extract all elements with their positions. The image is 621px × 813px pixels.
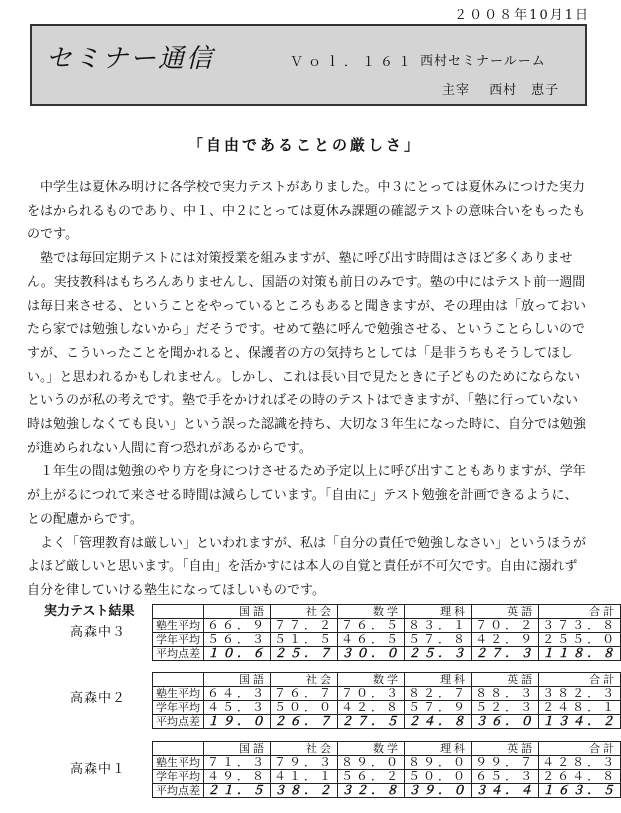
school-name: 高森中３: [70, 625, 127, 640]
row-label: 平均点差: [153, 715, 204, 729]
column-header: 国語: [204, 742, 271, 756]
table-row: 塾生平均 ６４．３ ７６．７ ７０．３ ８２．７ ８８．３ ３８２．３: [153, 687, 621, 701]
newsletter-header: [30, 24, 587, 106]
column-header: 合計: [539, 673, 621, 687]
article-headline: 「自由であることの厳しさ」: [187, 136, 422, 154]
row-label: 塾生平均: [153, 687, 204, 701]
column-header: 社会: [271, 673, 338, 687]
table-row: 学年平均 ４５．３ ５０．０ ４２．８ ５７．９ ５２．３ ２４８．１: [153, 701, 621, 715]
paragraph: 塾では毎回定期テストには対策授業を組みますが、塾に呼び出す時間はさほど多くありません。実技教科はもちろんありませんし、国語の対策も前日のみです。塾の中にはテスト前一週間は毎日来させる、ということをやっているところもあると聞きますが、その理由は「放っておいたら家では勉強しないから」だそうです。せめて塾に呼んで勉強させる、ということらしいのですが、こういったことを聞かれると、保護者の方の気持ちとしては「是非うちもそうしてほしい。」と思われるかもしれません。しかし、これは長い目で見たときに子どものためにならないというのが私の考えです。塾で手をかければその時のテストはできますが、「塾に行っていない時は勉強しなくても良い」という誤った認識を持ち、大切な３年生になった時に、自分では勉強が進められない人間に育つ恐れがあるからです。: [27, 251, 587, 456]
row-label: 塾生平均: [153, 619, 204, 633]
column-header: 社会: [271, 742, 338, 756]
organization-name: 西村セミナールーム: [420, 54, 546, 69]
score-table: [152, 741, 621, 798]
volume-number: Ｖｏｌ．１６１: [290, 55, 417, 70]
score-table: [152, 604, 621, 661]
author-role: 主宰: [442, 83, 471, 98]
table-header-row: [153, 742, 621, 756]
row-label: 学年平均: [153, 770, 204, 784]
table-row: 塾生平均 ６６．９ ７７．２ ７６．５ ８３．１ ７０．２ ３７３．８: [153, 619, 621, 633]
paragraph: 中学生は夏休み明けに各学校で実力テストがありました。中３にとっては夏休みにつけた実力をはかられるものであり、中１、中２にとっては夏休み課題の確認テストの意味合いをもったものです。: [27, 180, 586, 243]
score-table: [152, 672, 621, 729]
column-header: 英語: [472, 673, 539, 687]
column-header: 合計: [539, 605, 621, 619]
row-label: 平均点差: [153, 784, 204, 798]
results-heading: 実力テスト結果: [44, 604, 135, 619]
column-header: 数学: [338, 673, 405, 687]
column-header: 理科: [405, 673, 472, 687]
table-row: 平均点差 １０．６ ２５．７ ３０．０ ２５．３ ２７．３ １１８．８: [153, 647, 621, 661]
column-header: 合計: [539, 742, 621, 756]
author-line: [442, 79, 559, 98]
newsletter-title: セミナー通信: [46, 44, 215, 74]
column-header: 国語: [204, 605, 271, 619]
author-name: 西村 恵子: [489, 83, 560, 98]
column-header: 国語: [204, 673, 271, 687]
column-header: 英語: [472, 742, 539, 756]
column-header: 英語: [472, 605, 539, 619]
table-header-row: [153, 605, 621, 619]
table-row: 平均点差 １９．０ ２６．７ ２７．５ ２４．８ ３６．０ １３４．２: [153, 715, 621, 729]
row-label: 学年平均: [153, 633, 204, 647]
school-name: 高森中２: [70, 691, 127, 706]
article-body: [27, 176, 590, 603]
column-header: 理科: [405, 605, 472, 619]
table-header-row: [153, 673, 621, 687]
paragraph: よく「管理教育は厳しい」といわれますが、私は「自分の責任で勉強しなさい」というほうがよほど厳しいと思います。「自由」を活かすには本人の自覚と責任が不可欠です。自由に溺れず自分を律していける塾生になってほしいものです。: [27, 535, 587, 598]
table-row: 塾生平均 ７１．３ ７９．３ ８９．０ ８９．０ ９９．７ ４２８．３: [153, 756, 621, 770]
column-header: 理科: [405, 742, 472, 756]
row-label: 学年平均: [153, 701, 204, 715]
paragraph: １年生の間は勉強のやり方を身につけさせるため予定以上に呼び出すこともありますが、学年が上がるにつれて来させる時間は減らしています。「自由に」テスト勉強を計画できるように、との配慮からです。: [27, 464, 586, 527]
table-row: 学年平均 ５６．３ ５１．５ ４６．５ ５７．８ ４２．９ ２５５．０: [153, 633, 621, 647]
school-name: 高森中１: [70, 762, 127, 777]
row-label: 平均点差: [153, 647, 204, 661]
column-header: 社会: [271, 605, 338, 619]
row-label: 塾生平均: [153, 756, 204, 770]
table-row: 平均点差 ２１．５ ３８．２ ３２．８ ３９．０ ３４．４ １６３．５: [153, 784, 621, 798]
column-header: 数学: [338, 742, 405, 756]
table-row: 学年平均 ４９．８ ４１．１ ５６．２ ５０．０ ６５．３ ２６４．８: [153, 770, 621, 784]
column-header: 数学: [338, 605, 405, 619]
issue-date: ２００８年10月1日: [454, 8, 590, 23]
